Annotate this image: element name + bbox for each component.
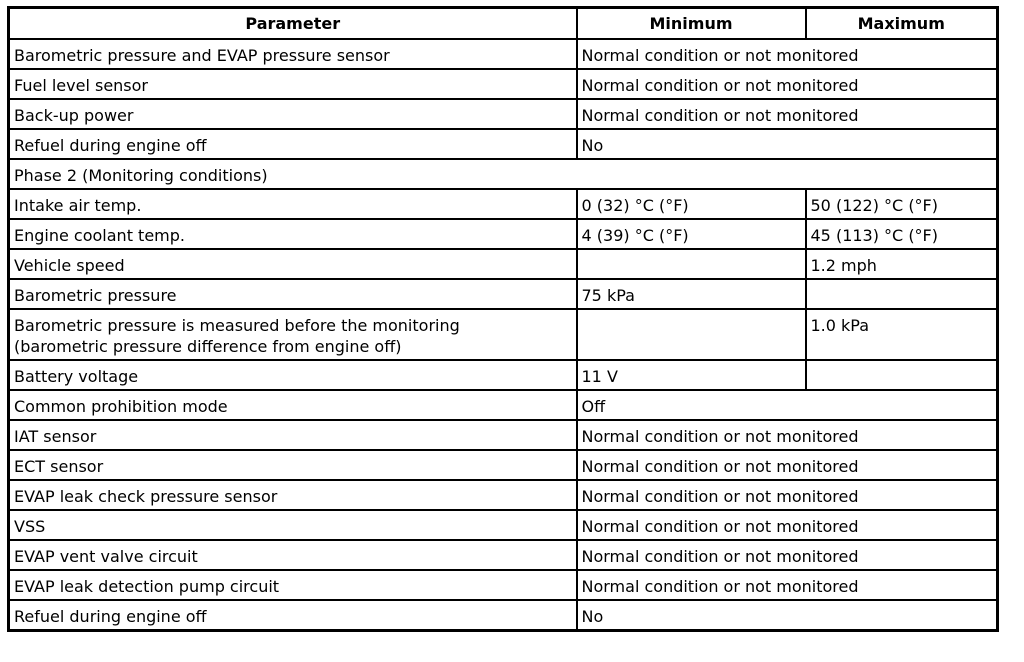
condition-cell: Normal condition or not monitored [577,510,998,540]
parameter-cell: Intake air temp. [9,189,577,219]
parameter-cell: EVAP leak check pressure sensor [9,480,577,510]
condition-cell: Normal condition or not monitored [577,420,998,450]
section-row [9,159,998,189]
table-row [9,279,998,309]
parameter-cell [9,309,577,360]
parameter-cell: VSS [9,510,577,540]
parameter-cell: Battery voltage [9,360,577,390]
table-row [9,480,998,510]
table-row [9,420,998,450]
condition-cell: Normal condition or not monitored [577,480,998,510]
table-row [9,99,998,129]
condition-cell: Normal condition or not monitored [577,99,998,129]
minimum-cell: 11 V [577,360,806,390]
parameter-cell: Common prohibition mode [9,390,577,420]
section-heading: Phase 2 (Monitoring conditions) [9,159,998,189]
parameter-cell: EVAP leak detection pump circuit [9,570,577,600]
table-row [9,219,998,249]
table-row [9,69,998,99]
minimum-cell: 75 kPa [577,279,806,309]
table-row [9,39,998,69]
parameter-cell: EVAP vent valve circuit [9,540,577,570]
maximum-cell [806,279,998,309]
table-row [9,189,998,219]
maximum-cell: 50 (122) °C (°F) [806,189,998,219]
parameter-cell: IAT sensor [9,420,577,450]
header-minimum: Minimum [577,8,806,40]
parameter-cell: Engine coolant temp. [9,219,577,249]
table-row [9,600,998,631]
parameter-cell: Fuel level sensor [9,69,577,99]
condition-cell: Normal condition or not monitored [577,570,998,600]
parameter-cell: Back-up power [9,99,577,129]
minimum-cell [577,309,806,360]
parameter-cell: ECT sensor [9,450,577,480]
parameter-cell: Vehicle speed [9,249,577,279]
header-maximum: Maximum [806,8,998,40]
monitoring-conditions-table [7,6,999,632]
condition-cell: Normal condition or not monitored [577,540,998,570]
parameter-cell: Barometric pressure [9,279,577,309]
table-row [9,360,998,390]
condition-cell: Normal condition or not monitored [577,39,998,69]
maximum-cell: 45 (113) °C (°F) [806,219,998,249]
maximum-cell: 1.2 mph [806,249,998,279]
maximum-cell [806,360,998,390]
parameter-cell: Refuel during engine off [9,600,577,631]
condition-cell: Normal condition or not monitored [577,450,998,480]
table-row [9,309,998,360]
table-row [9,249,998,279]
condition-cell: Normal condition or not monitored [577,69,998,99]
condition-cell: No [577,129,998,159]
parameter-cell: Barometric pressure and EVAP pressure sensor [9,39,577,69]
table-row [9,450,998,480]
minimum-cell [577,249,806,279]
table-row [9,540,998,570]
table-row [9,510,998,540]
parameter-line: Barometric pressure is measured before the monitoring [14,316,460,335]
parameter-line: (barometric pressure difference from engine off) [14,337,402,356]
minimum-cell: 4 (39) °C (°F) [577,219,806,249]
header-row [9,8,998,40]
condition-cell: Off [577,390,998,420]
table-row [9,570,998,600]
table-row [9,129,998,159]
table-row [9,390,998,420]
maximum-cell: 1.0 kPa [806,309,998,360]
minimum-cell: 0 (32) °C (°F) [577,189,806,219]
condition-cell: No [577,600,998,631]
parameter-cell: Refuel during engine off [9,129,577,159]
header-parameter: Parameter [9,8,577,40]
